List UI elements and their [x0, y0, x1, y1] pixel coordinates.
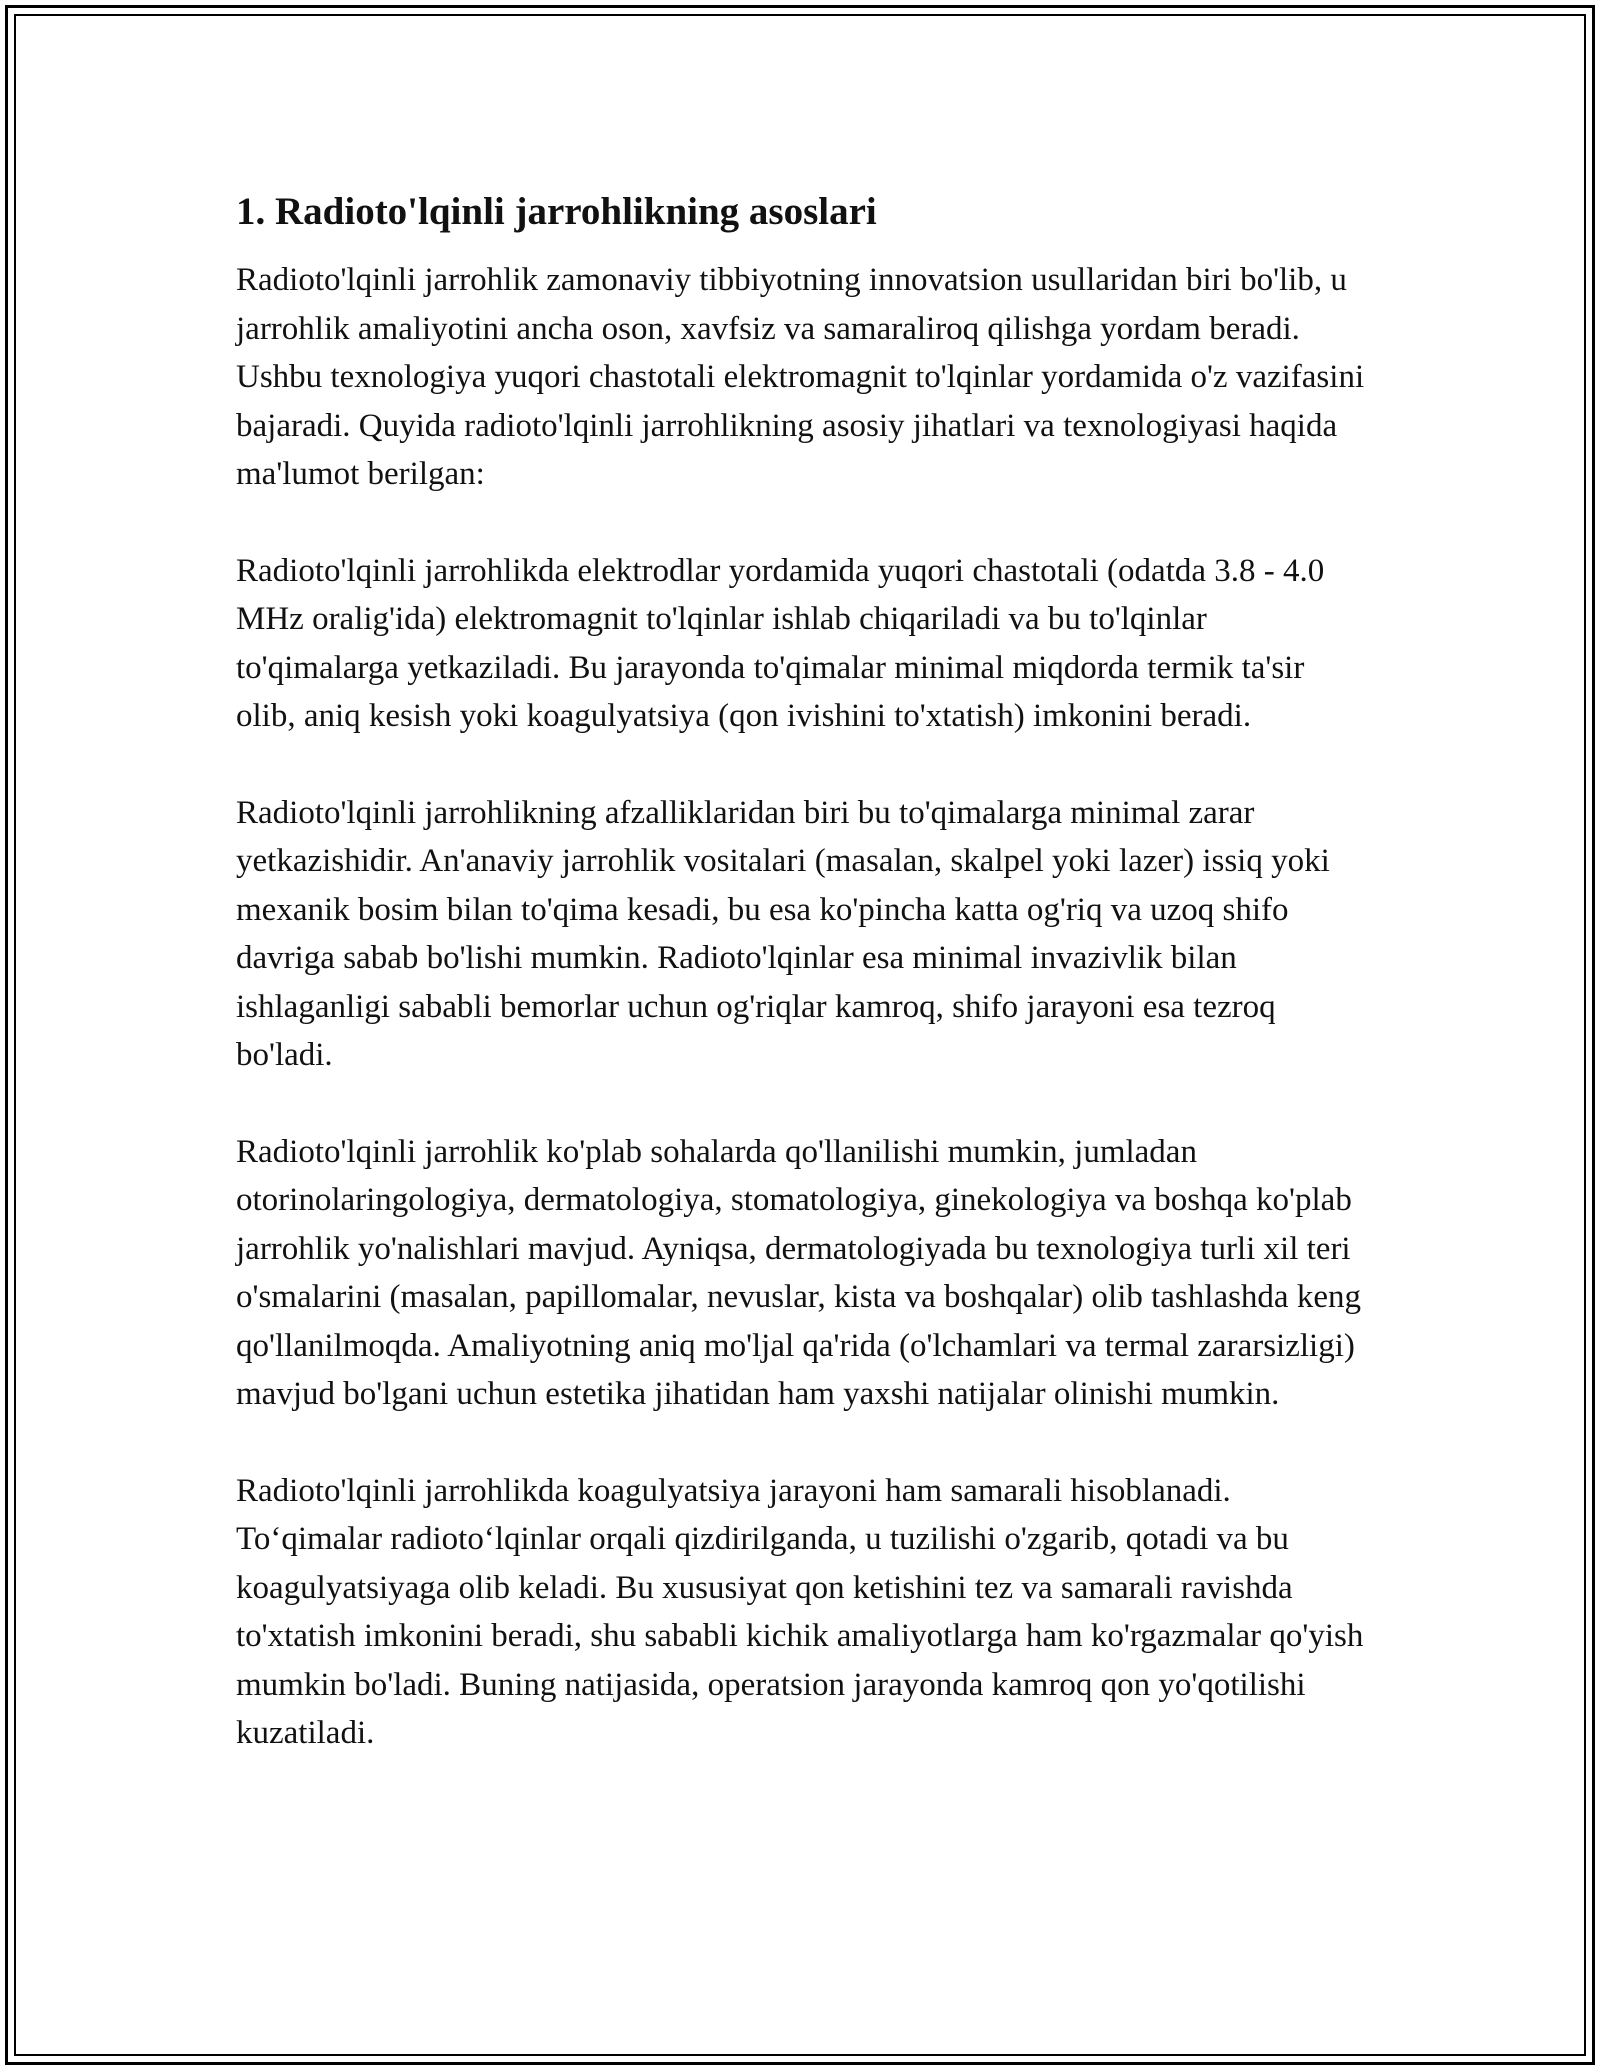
paragraph-electrodes: Radioto'lqinli jarrohlikda elektrodlar yordamida yuqori chastotali (odatda 3.8 - 4.0 MHz oralig'ida) elektromagnit to'lqinlar ishlab chiqariladi va bu to'lqinlar to'qimalarga yetkaziladi. Bu jarayonda to'qimalar minimal miqdorda termik ta'sir olib, aniq kesish yoki koagulyatsiya (qon ivishini to'xtatish) imkonini beradi. [236, 552, 1325, 734]
paragraph-advantages: Radioto'lqinli jarrohlikning afzalliklaridan biri bu to'qimalarga minimal zarar yetkazishidir. An'anaviy jarrohlik vositalari (masalan, skalpel yoki lazer) issiq yoki mexanik bosim bilan to'qima kesadi, bu esa ko'pincha katta og'riq va uzoq shifo davriga sabab bo'lishi mumkin. Radioto'lqinlar esa minimal invazivlik bilan ishlaganligi sababli bemorlar uchun og'riqlar kamroq, shifo jarayoni esa tezroq bo'ladi. [236, 794, 1330, 1073]
section-heading: 1. Radioto'lqinli jarrohlikning asoslari [236, 190, 877, 233]
paragraph-coagulation: Radioto'lqinli jarrohlikda koagulyatsiya jarayoni ham samarali hisoblanadi. To‘qimalar radioto‘lqinlar orqali qizdirilganda, u tuzilishi o'zgarib, qotadi va bu koagulyatsiyaga olib keladi. Bu xususiyat qon ketishini tez va samarali ravishda to'xtatish imkonini beradi, shu sababli kichik amaliyotlarga ham ko'rgazmalar qo'yish mumkin bo'ladi. Buning natijasida, operatsion jarayonda kamroq qon yo'qotilishi kuzatiladi. [236, 1472, 1364, 1751]
paragraph-applications: Radioto'lqinli jarrohlik ko'plab sohalarda qo'llanilishi mumkin, jumladan otorinolaringologiya, dermatologiya, stomatologiya, ginekologiya va boshqa ko'plab jarrohlik yo'nalishlari mavjud. Ayniqsa, dermatologiyada bu texnologiya turli xil teri o'smalarini (masalan, papillomalar, nevuslar, kista va boshqalar) olib tashlashda keng qo'llanilmoqda. Amaliyotning aniq mo'ljal qa'rida (o'lchamlari va termal zararsizligi) mavjud bo'lgani uchun estetika jihatidan ham yaxshi natijalar olinishi mumkin. [236, 1133, 1361, 1412]
document-body [236, 188, 1366, 1806]
paragraph-intro: Radioto'lqinli jarrohlik zamonaviy tibbiyotning innovatsion usullaridan biri bo'lib, u jarrohlik amaliyotini ancha oson, xavfsiz va samaraliroq qilishga yordam beradi. Ushbu texnologiya yuqori chastotali elektromagnit to'lqinlar yordamida o'z vazifasini bajaradi. Quyida radioto'lqinli jarrohlikning asosiy jihatlari va texnologiyasi haqida ma'lumot berilgan: [236, 262, 1365, 492]
